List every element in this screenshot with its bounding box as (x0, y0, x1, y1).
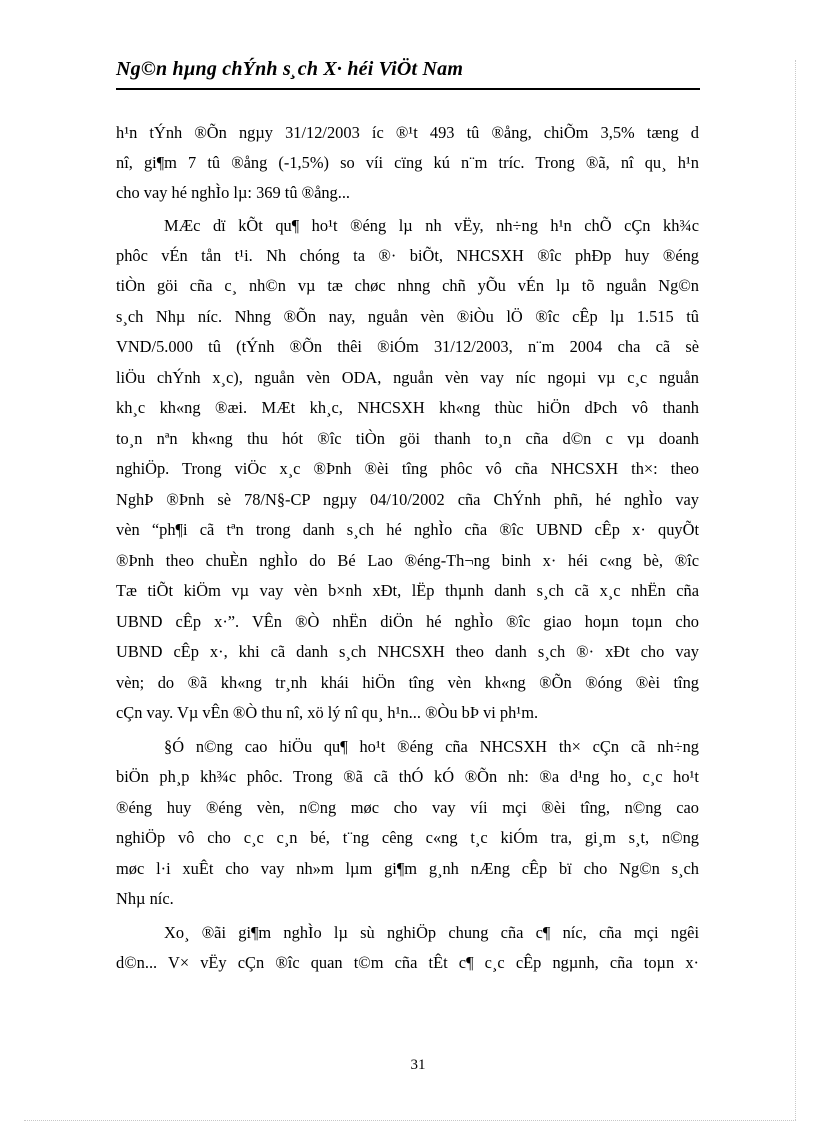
text-line: Tæ tiÕt kiÖm vµ vay vèn b×nh xÐt, lËp thµnh danh s¸ch cã x¸c nhËn cña (116, 581, 699, 600)
text-line: NghÞ ®Þnh sè 78/N§-CP ngµy 04/10/2002 cña ChÝnh phñ, hé nghÌo vay (116, 490, 699, 509)
page-header-title: Ng©n hµng chÝnh s¸ch X· héi ViÖt Nam (116, 58, 464, 80)
text-line: nghiÖp vô cho c¸c c¸n bé, t¨ng cêng c«ng t¸c kiÓm tra, gi¸m s¸t, n©ng (116, 828, 699, 847)
page-edge-right (795, 60, 796, 1120)
text-line: VND/5.000 tû (tÝnh ®Õn thêi ®iÓm 31/12/2003, n¨m 2004 cha cã sè (116, 337, 699, 356)
text-line: vèn; do ®ã kh«ng tr¸nh khái hiÖn tîng vèn kh«ng ®Õn ®óng ®èi tîng (116, 673, 699, 692)
text-line: phôc vÉn tån t¹i. Nh chóng ta ®· biÕt, NHCSXH ®îc phÐp huy ®éng (116, 246, 699, 265)
text-line: vèn “ph¶i cã tªn trong danh s¸ch hé nghÌo cña ®îc UBND cÊp x· quyÕt (116, 520, 699, 539)
text-line: ®éng huy ®éng vèn, n©ng møc cho vay víi mçi ®èi tîng, n©ng cao (116, 798, 699, 817)
text-line: kh¸c kh«ng ®æi. MÆt kh¸c, NHCSXH kh«ng thùc hiÖn dÞch vô thanh (116, 398, 699, 417)
text-line: h¹n tÝnh ®Õn ngµy 31/12/2003 íc ®¹t 493 tû ®ång, chiÕm 3,5% tæng d (116, 123, 699, 142)
text-line: MÆc dï kÕt qu¶ ho¹t ®éng lµ nh vËy, nh÷ng h¹n chÕ cÇn kh¾c (164, 216, 699, 235)
page-edge-bottom (24, 1120, 796, 1121)
text-line: biÖn ph¸p kh¾c phôc. Trong ®ã cã thÓ kÓ ®Õn nh: ®a d¹ng ho¸ c¸c ho¹t (116, 767, 699, 786)
page-number: 31 (410, 1057, 426, 1073)
text-line: Nhµ níc. (116, 889, 174, 908)
text-line: nî, gi¶m 7 tû ®ång (-1,5%) so víi cïng kú n¨m tríc. Trong ®ã, nî qu¸ h¹n (116, 153, 699, 172)
header-rule (116, 88, 700, 90)
text-line: ®Þnh theo chuÈn nghÌo do Bé Lao ®éng-Th¬ng binh x· héi c«ng bè, ®îc (116, 551, 699, 570)
text-line: cho vay hé nghÌo lµ: 369 tû ®ång... (116, 183, 351, 202)
text-line: UBND cÊp x·”. VÊn ®Ò nhËn diÖn hé nghÌo ®îc giao hoµn toµn cho (116, 612, 699, 631)
text-line: cÇn vay. Vµ vÊn ®Ò thu nî, xö lý nî qu¸ h¹n... ®Òu bÞ vi ph¹m. (116, 703, 539, 722)
text-line: d©n... V× vËy cÇn ®îc quan t©m cña tÊt c¶ c¸c cÊp ngµnh, cña toµn x· (116, 953, 699, 972)
text-line: liÖu chÝnh x¸c), nguån vèn ODA, nguån vèn vay níc ngoµi vµ c¸c nguån (116, 368, 699, 387)
text-line: to¸n nªn kh«ng thu hót ®îc tiÒn göi thanh to¸n cña d©n c vµ doanh (116, 429, 699, 448)
text-line: s¸ch Nhµ níc. Nhng ®Õn nay, nguån vèn ®iÒu lÖ ®îc cÊp lµ 1.515 tû (116, 307, 699, 326)
text-line: UBND cÊp x·, khi cã danh s¸ch NHCSXH theo danh s¸ch ®· xÐt cho vay (116, 642, 699, 661)
text-line: §Ó n©ng cao hiÖu qu¶ ho¹t ®éng cña NHCSXH th× cÇn cã nh÷ng (164, 737, 699, 756)
text-line: nghiÖp. Trong viÖc x¸c ®Þnh ®èi tîng phôc vô cña NHCSXH th×: theo (116, 459, 699, 478)
text-line: møc l·i xuÊt cho vay nh»m lµm gi¶m g¸nh nÆng cÊp bï cho Ng©n s¸ch (116, 859, 699, 878)
text-line: tiÒn göi cña c¸ nh©n vµ tæ chøc nhng chñ yÕu vÉn lµ tõ nguån Ng©n (116, 276, 699, 295)
text-line: Xo¸ ®ãi gi¶m nghÌo lµ sù nghiÖp chung cña c¶ níc, cña mçi ngêi (164, 923, 699, 942)
